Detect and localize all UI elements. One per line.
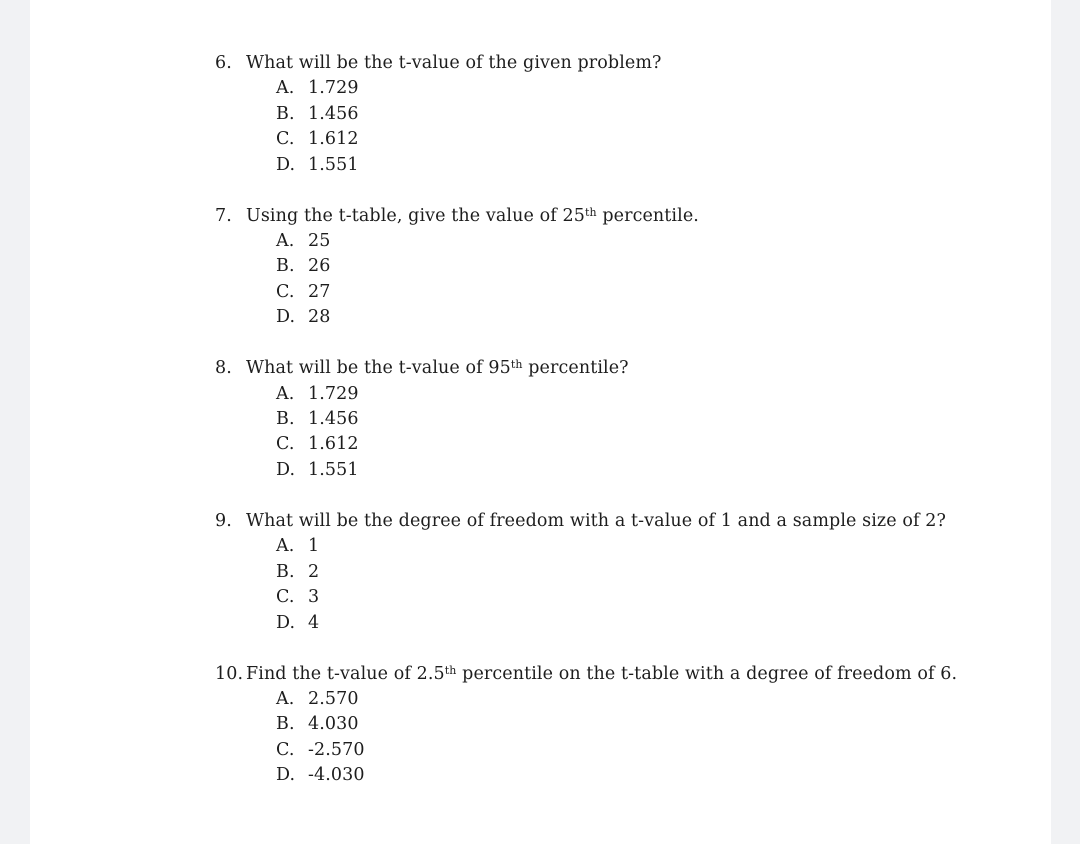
question-text bbox=[246, 204, 961, 229]
choice-list bbox=[276, 687, 975, 789]
choice-value: 1 bbox=[308, 536, 320, 557]
choice-c bbox=[276, 280, 975, 305]
question-list bbox=[215, 51, 975, 814]
choice-a bbox=[276, 687, 975, 712]
choice-value: 1.612 bbox=[308, 129, 359, 150]
choice-letter: C. bbox=[276, 281, 295, 302]
question-number: 9. bbox=[215, 510, 232, 531]
question-text-part: percentile on the t-table with a degree of freedom of 6. bbox=[456, 663, 958, 684]
choice-b bbox=[276, 254, 975, 279]
choice-value: 4.030 bbox=[308, 714, 359, 735]
choice-letter: C. bbox=[276, 129, 295, 150]
choice-value: 4 bbox=[308, 612, 320, 633]
question-line bbox=[215, 51, 975, 76]
question-text bbox=[246, 51, 961, 76]
choice-value: 1.729 bbox=[308, 383, 359, 404]
question-9 bbox=[215, 509, 975, 636]
choice-letter: B. bbox=[276, 561, 295, 582]
question-text-part: percentile. bbox=[596, 205, 699, 226]
choice-d bbox=[276, 305, 975, 330]
choice-value: 28 bbox=[308, 307, 331, 328]
choice-b bbox=[276, 560, 975, 585]
choice-list bbox=[276, 76, 975, 178]
choice-letter: D. bbox=[276, 459, 296, 480]
question-text-part: What will be the t-value of 95 bbox=[246, 358, 511, 379]
choice-letter: C. bbox=[276, 587, 295, 608]
choice-value: 1.612 bbox=[308, 434, 359, 455]
question-text-part: What will be the t-value of the given problem? bbox=[246, 53, 662, 73]
choice-d bbox=[276, 763, 975, 788]
question-7 bbox=[215, 204, 975, 331]
choice-c bbox=[276, 432, 975, 457]
choice-value: 1.456 bbox=[308, 409, 359, 430]
choice-letter: A. bbox=[276, 231, 295, 252]
question-number: 10. bbox=[215, 663, 244, 684]
ordinal-superscript: th bbox=[510, 358, 523, 372]
choice-c bbox=[276, 127, 975, 152]
ordinal-superscript: th bbox=[444, 663, 457, 677]
choice-value: 25 bbox=[308, 231, 331, 252]
question-number: 6. bbox=[215, 53, 232, 73]
question-text-part: Using the t-table, give the value of 25 bbox=[246, 205, 585, 226]
choice-letter: C. bbox=[276, 739, 295, 760]
question-number: 7. bbox=[215, 205, 232, 226]
choice-value: 2.570 bbox=[308, 688, 359, 709]
choice-d bbox=[276, 153, 975, 178]
question-line bbox=[215, 662, 975, 687]
choice-value: -4.030 bbox=[308, 765, 365, 786]
choice-value: -2.570 bbox=[308, 739, 365, 760]
choice-letter: D. bbox=[276, 307, 296, 328]
question-10 bbox=[215, 662, 975, 789]
choice-c bbox=[276, 738, 975, 763]
choice-letter: A. bbox=[276, 536, 295, 557]
choice-d bbox=[276, 458, 975, 483]
choice-letter: D. bbox=[276, 612, 296, 633]
question-line bbox=[215, 204, 975, 229]
question-text bbox=[246, 662, 961, 687]
choice-c bbox=[276, 585, 975, 610]
choice-list bbox=[276, 382, 975, 484]
choice-letter: B. bbox=[276, 103, 295, 124]
choice-value: 26 bbox=[308, 256, 331, 277]
choice-a bbox=[276, 76, 975, 101]
choice-a bbox=[276, 534, 975, 559]
choice-letter: C. bbox=[276, 434, 295, 455]
choice-b bbox=[276, 407, 975, 432]
question-number: 8. bbox=[215, 358, 232, 379]
choice-letter: B. bbox=[276, 256, 295, 277]
choice-letter: B. bbox=[276, 409, 295, 430]
question-6 bbox=[215, 51, 975, 178]
choice-b bbox=[276, 102, 975, 127]
choice-value: 27 bbox=[308, 281, 331, 302]
question-line bbox=[215, 509, 975, 534]
choice-list bbox=[276, 534, 975, 636]
ordinal-superscript: th bbox=[584, 205, 597, 219]
choice-letter: D. bbox=[276, 765, 296, 786]
choice-value: 2 bbox=[308, 561, 320, 582]
choice-value: 1.551 bbox=[308, 459, 359, 480]
question-text-part: What will be the degree of freedom with a t-value of 1 and a sample size of 2? bbox=[246, 510, 946, 531]
choice-letter: D. bbox=[276, 154, 296, 175]
question-8 bbox=[215, 356, 975, 483]
choice-value: 3 bbox=[308, 587, 320, 608]
question-text-part: percentile? bbox=[522, 358, 629, 379]
choice-letter: B. bbox=[276, 714, 295, 735]
question-line bbox=[215, 356, 975, 381]
choice-letter: A. bbox=[276, 383, 295, 404]
choice-value: 1.456 bbox=[308, 103, 359, 124]
choice-d bbox=[276, 611, 975, 636]
question-text bbox=[246, 356, 961, 381]
choice-b bbox=[276, 712, 975, 737]
choice-list bbox=[276, 229, 975, 331]
choice-a bbox=[276, 229, 975, 254]
choice-a bbox=[276, 382, 975, 407]
choice-value: 1.729 bbox=[308, 78, 359, 99]
choice-letter: A. bbox=[276, 78, 295, 99]
choice-letter: A. bbox=[276, 688, 295, 709]
question-text-part: Find the t-value of 2.5 bbox=[246, 663, 445, 684]
choice-value: 1.551 bbox=[308, 154, 359, 175]
question-text bbox=[246, 509, 961, 534]
document-page bbox=[30, 0, 1051, 844]
